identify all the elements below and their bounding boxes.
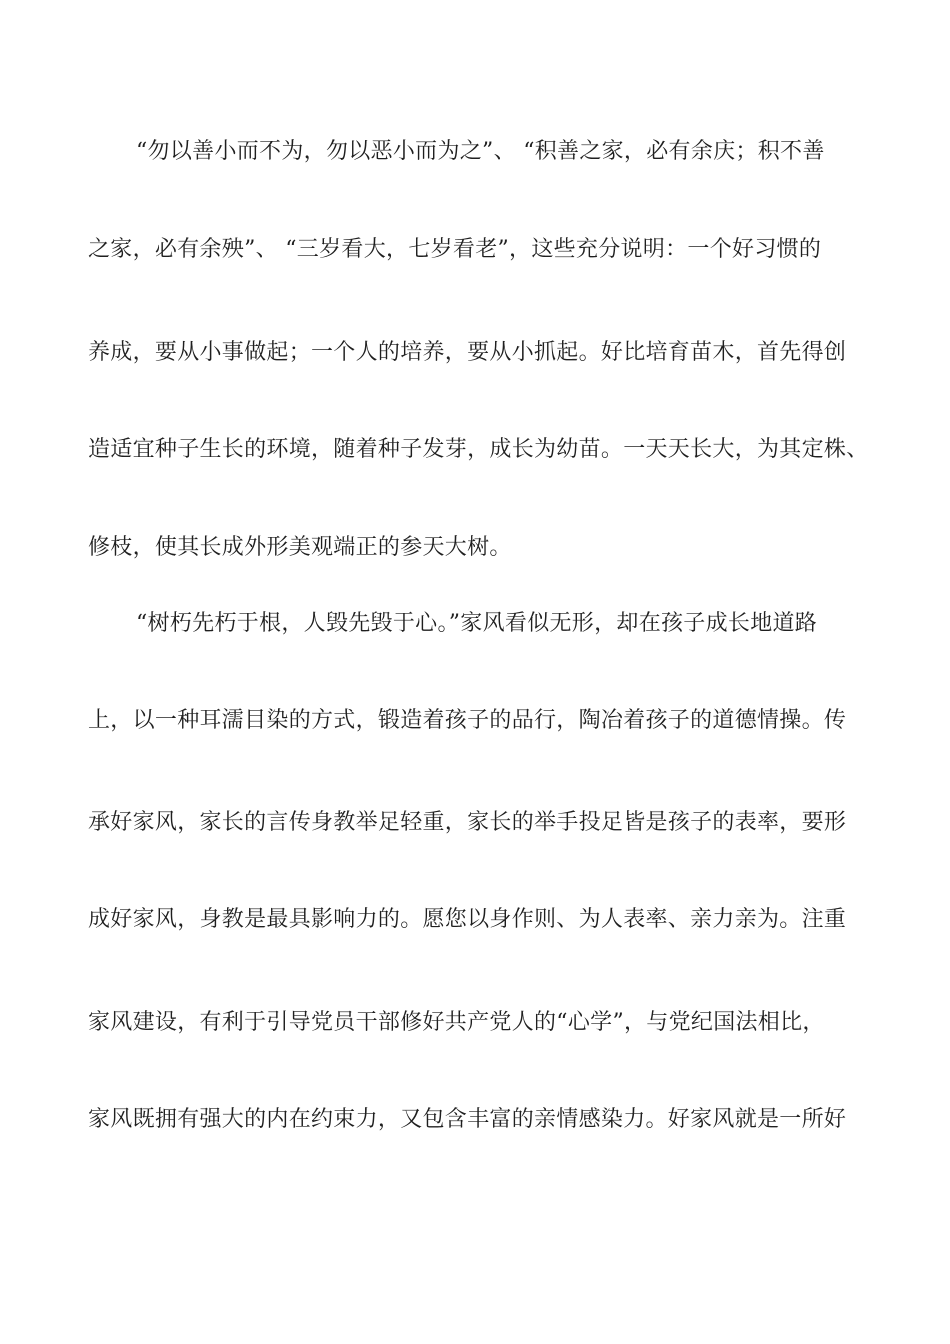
- text-line: “勿以善小而不为，勿以恶小而为之”、 “积善之家，必有余庆；积不善: [136, 139, 825, 164]
- text-line: 之家，必有余殃”、 “三岁看大，七岁看老”，这些充分说明：一个好习惯的: [88, 237, 822, 262]
- text-line: 成好家风，身教是最具影响力的。愿您以身作则、为人表率、亲力亲为。注重: [88, 907, 847, 932]
- text-line: 家风建设，有利于引导党员干部修好共产党人的“心学”，与党纪国法相比，: [88, 1010, 825, 1035]
- text-line: 承好家风，家长的言传身教举足轻重，家长的举手投足皆是孩子的表率，要形: [88, 810, 847, 835]
- text-line: 修枝，使其长成外形美观端正的参天大树。: [88, 535, 512, 560]
- text-line: 造适宜种子生长的环境，随着种子发芽，成长为幼苗。一天天长大，为其定株、: [88, 437, 869, 462]
- text-line: 家风既拥有强大的内在约束力，又包含丰富的亲情感染力。好家风就是一所好: [88, 1107, 847, 1132]
- text-line: “树朽先朽于根，人毁先毁于心。”家风看似无形，却在孩子成长地道路: [136, 611, 818, 636]
- text-line: 养成，要从小事做起；一个人的培养，要从小抓起。好比培育苗木，首先得创: [88, 340, 847, 365]
- text-line: 上，以一种耳濡目染的方式，锻造着孩子的品行，陶冶着孩子的道德情操。传: [88, 708, 847, 733]
